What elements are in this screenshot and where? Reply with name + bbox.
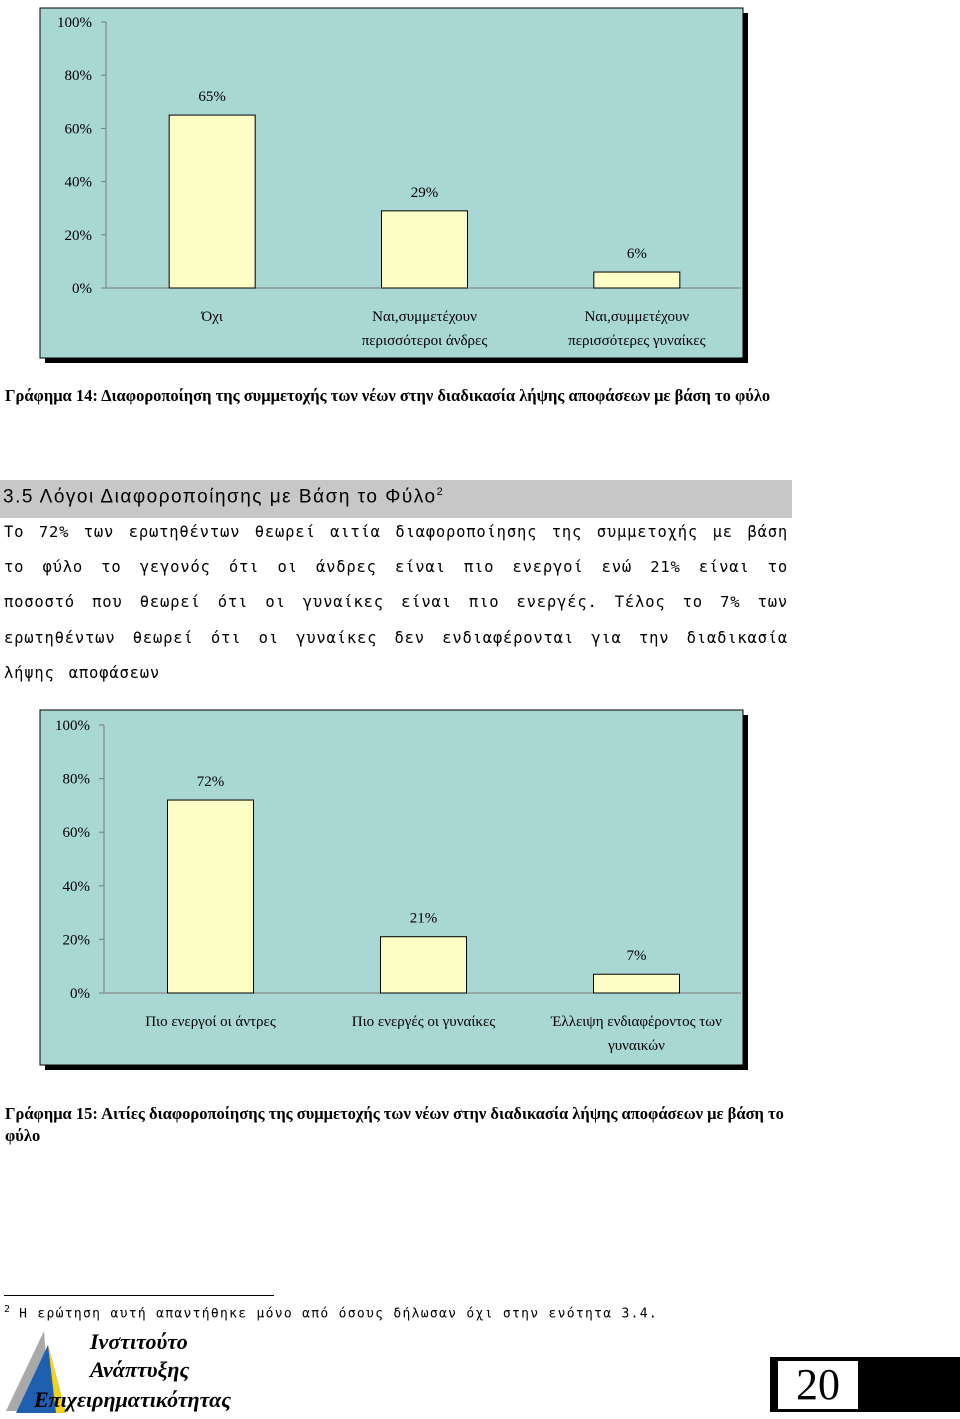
chart-14-svg	[0, 0, 960, 370]
chart-15-data-label: 21%	[409, 910, 438, 927]
footnote-divider	[4, 1295, 274, 1296]
logo-line-3: Επιχειρηματικότητας	[34, 1387, 232, 1412]
chart-14-ytick-label: 0%	[72, 281, 92, 297]
institute-logo	[4, 1325, 232, 1415]
chart-15-svg	[0, 700, 960, 1080]
chart-15-bar	[168, 800, 254, 993]
chart-15-ytick-label: 40%	[62, 878, 90, 895]
chart-15-bar	[594, 974, 680, 993]
chart-14-category-label: Ναι,συμμετέχουν	[584, 309, 690, 325]
footnote-ref[interactable]: 2	[436, 486, 443, 498]
chart-15-ytick-label: 0%	[70, 986, 90, 1002]
section-title-text: 3.5 Λόγοι Διαφοροποίησης με Βάση το Φύλο	[3, 486, 437, 508]
section-title	[3, 486, 443, 508]
logo-line-1: Ινστιτούτο	[90, 1329, 188, 1354]
chart-14-data-label: 6%	[626, 246, 647, 263]
chart-14-ytick-label: 80%	[64, 68, 92, 85]
chart-14-ytick-label: 60%	[64, 121, 92, 138]
chart-14-bar	[594, 272, 680, 288]
chart-15-category-label: Πιο ενεργοί οι άντρες	[145, 1014, 276, 1030]
page-number-box	[770, 1357, 960, 1412]
section-heading-bar	[0, 480, 792, 518]
footnote	[4, 1304, 658, 1321]
chart-15-category-label: γυναικών	[608, 1038, 665, 1054]
page-number: 20	[778, 1361, 858, 1409]
footnote-text: Η ερώτηση αυτή απαντήθηκε μόνο από όσους δήλωσαν όχι στην ενότητα 3.4.	[19, 1306, 659, 1322]
chart-15-bar	[381, 937, 467, 993]
chart-15-category-label: Έλλειψη ενδιαφέροντος των	[551, 1014, 722, 1030]
logo-line-2: Ανάπτυξης	[90, 1357, 190, 1382]
chart-15-data-label: 7%	[626, 948, 647, 965]
chart-15	[0, 700, 960, 1080]
chart-14-data-label: 29%	[410, 184, 439, 201]
chart-14-ytick-label: 40%	[64, 174, 92, 191]
chart-14-category-label: Όχι	[201, 309, 223, 325]
chart-14-ytick-label: 100%	[57, 15, 92, 31]
chart-14-ytick-label: 20%	[64, 227, 92, 244]
chart-15-ytick-label: 80%	[62, 771, 90, 788]
chart-15-ytick-label: 60%	[62, 825, 90, 842]
chart-14	[0, 0, 960, 370]
chart-14-category-label: περισσότερες γυναίκες	[568, 333, 706, 349]
chart-14-bar	[382, 211, 468, 288]
chart-15-caption: Γράφημα 15: Αιτίες διαφοροποίησης της συμμετοχής των νέων στην διαδικασία λήψης αποφάσεων με βάση το φύλο	[5, 1104, 784, 1145]
chart-14-bar	[169, 115, 255, 288]
chart-14-category-label: Ναι,συμμετέχουν	[372, 309, 477, 325]
chart-14-frame	[40, 8, 743, 358]
chart-14-caption: Γράφημα 14: Διαφοροποίηση της συμμετοχής των νέων στην διαδικασία λήψης αποφάσεων με βάση το φύλο	[5, 386, 771, 405]
chart-15-frame	[40, 710, 743, 1065]
chart-15-category-label: Πιο ενεργές οι γυναίκες	[351, 1014, 496, 1030]
chart-14-category-label: περισσότεροι άνδρες	[361, 333, 488, 349]
chart-15-data-label: 72%	[196, 774, 225, 791]
footnote-mark: 2	[4, 1304, 11, 1315]
chart-15-ytick-label: 20%	[62, 932, 90, 949]
chart-15-ytick-label: 100%	[55, 718, 90, 734]
section-body: Το 72% των ερωτηθέντων θεωρεί αιτία διαφοροποίησης της συμμετοχής με βάση το φύλο το γεγονός ότι οι άνδρες είναι πιο ενεργοί ενώ 21% είναι το ποσοστό που θεωρεί ότι οι γυναίκες είναι πιο ενεργές. Τέλος το 7% των ερωτηθέντων θεωρεί ότι οι γυναίκες δεν ενδιαφέρονται για την διαδικασία λήψης αποφάσεων	[4, 523, 788, 682]
chart-14-data-label: 65%	[198, 89, 226, 106]
